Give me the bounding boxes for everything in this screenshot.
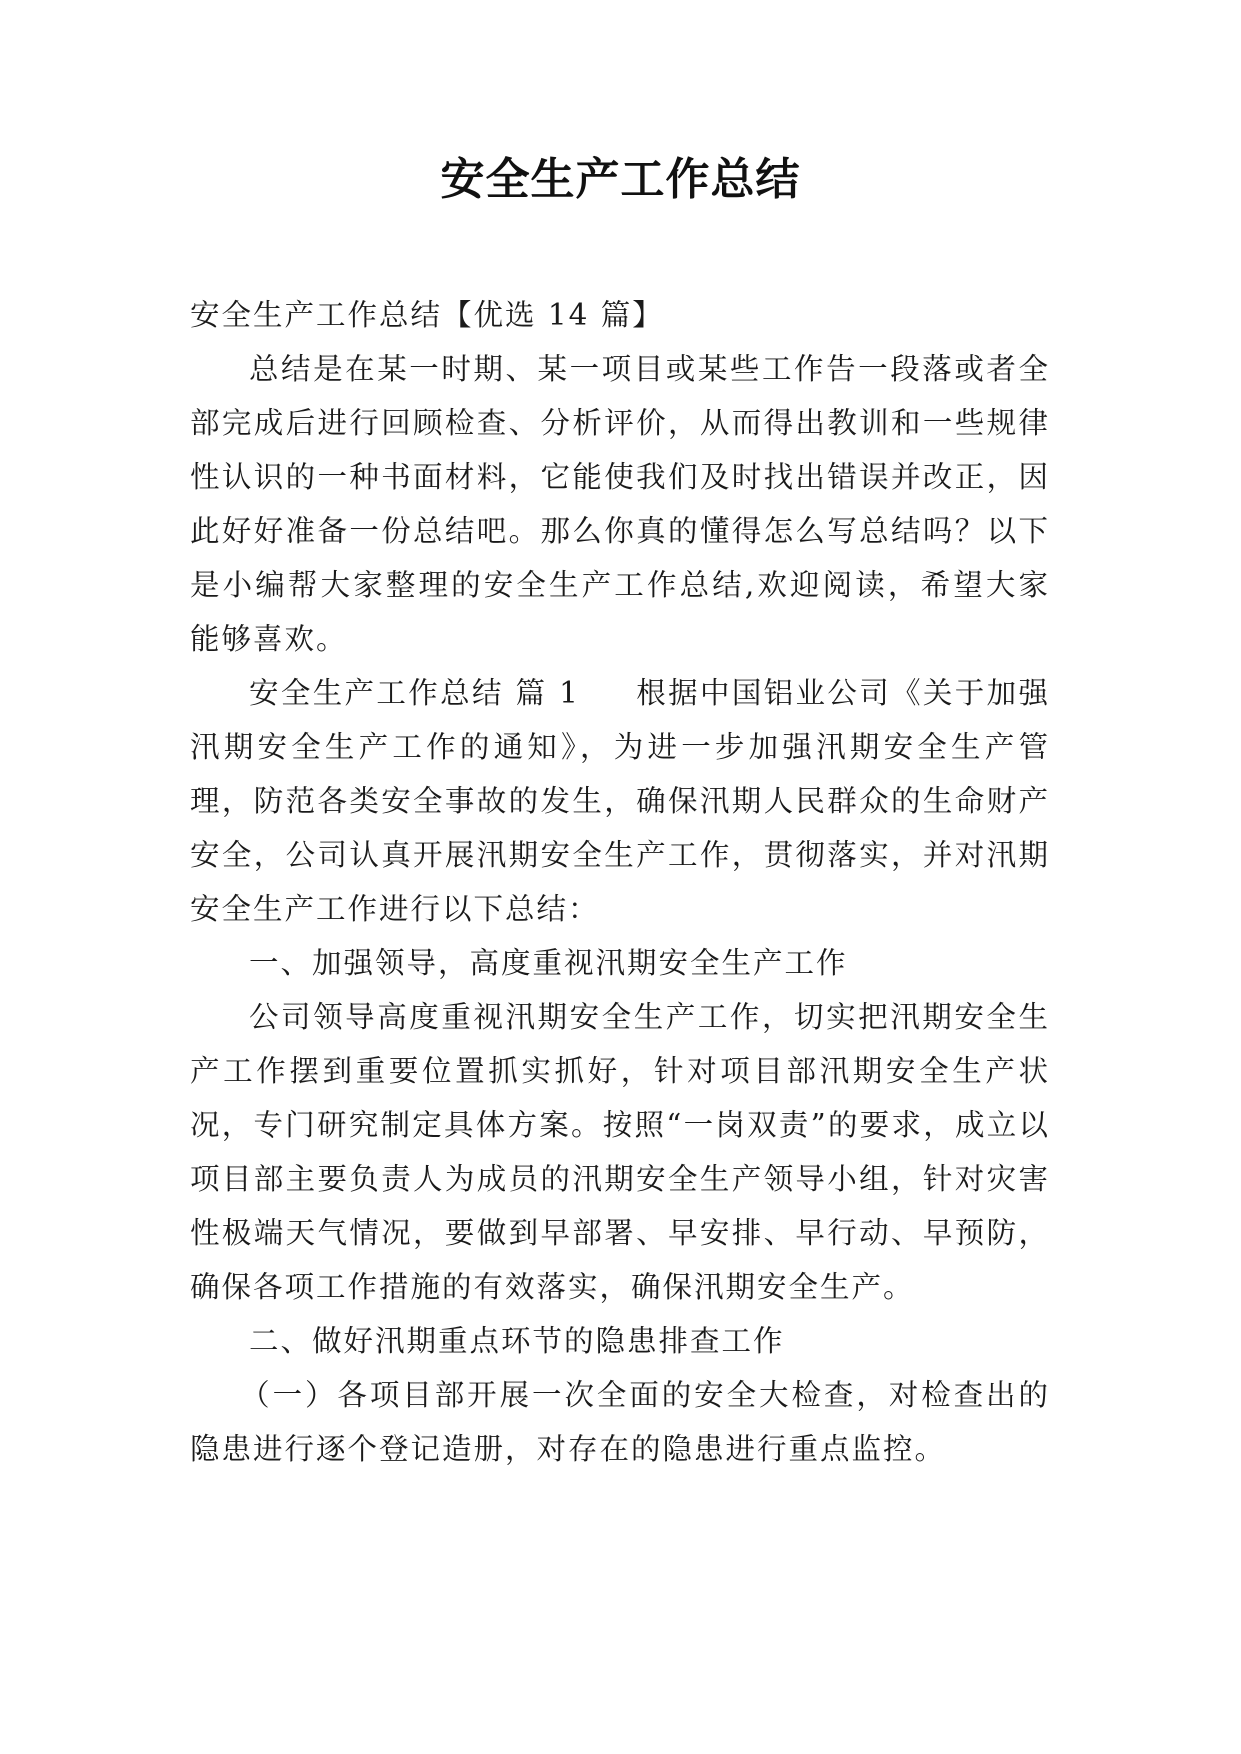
paragraph-2: （一）各项目部开展一次全面的安全大检查，对检查出的隐患进行逐个登记造册，对存在的隐患进行重点监控。 (190, 1378, 1050, 1466)
heading-2: 二、做好汛期重点环节的隐患排查工作 (249, 1324, 785, 1358)
heading-1: 一、加强领导，高度重视汛期安全生产工作 (249, 946, 848, 980)
intro-paragraph: 总结是在某一时期、某一项目或某些工作告一段落或者全部完成后进行回顾检查、分析评价，从而得出教训和一些规律性认识的一种书面材料，它能使我们及时找出错误并改正，因此好好准备一份总结吧。那么你真的懂得怎么写总结吗？以下是小编帮大家整理的安全生产工作总结,欢迎阅读，希望大家能够喜欢。 (190, 352, 1050, 656)
paragraph-1: 公司领导高度重视汛期安全生产工作，切实把汛期安全生产工作摆到重要位置抓实抓好，针对项目部汛期安全生产状况，专门研究制定具体方案。按照“一岗双责”的要求，成立以项目部主要负责人为成员的汛期安全生产领导小组，针对灾害性极端天气情况，要做到早部署、早安排、早行动、早预防，确保各项工作措施的有效落实，确保汛期安全生产。 (190, 1000, 1050, 1304)
document-subtitle: 安全生产工作总结【优选 14 篇】 (190, 298, 664, 332)
section-1-paragraph (190, 666, 1050, 936)
section-1-label: 安全生产工作总结 篇 1 (249, 676, 580, 710)
document-title: 安全生产工作总结 (440, 154, 801, 205)
document-body (190, 288, 1050, 1476)
section-1-text: 根据中国铝业公司《关于加强汛期安全生产工作的通知》，为进一步加强汛期安全生产管理，防范各类安全事故的发生，确保汛期人民群众的生命财产安全，公司认真开展汛期安全生产工作，贯彻落实，并对汛期安全生产工作进行以下总结： (190, 676, 1050, 926)
